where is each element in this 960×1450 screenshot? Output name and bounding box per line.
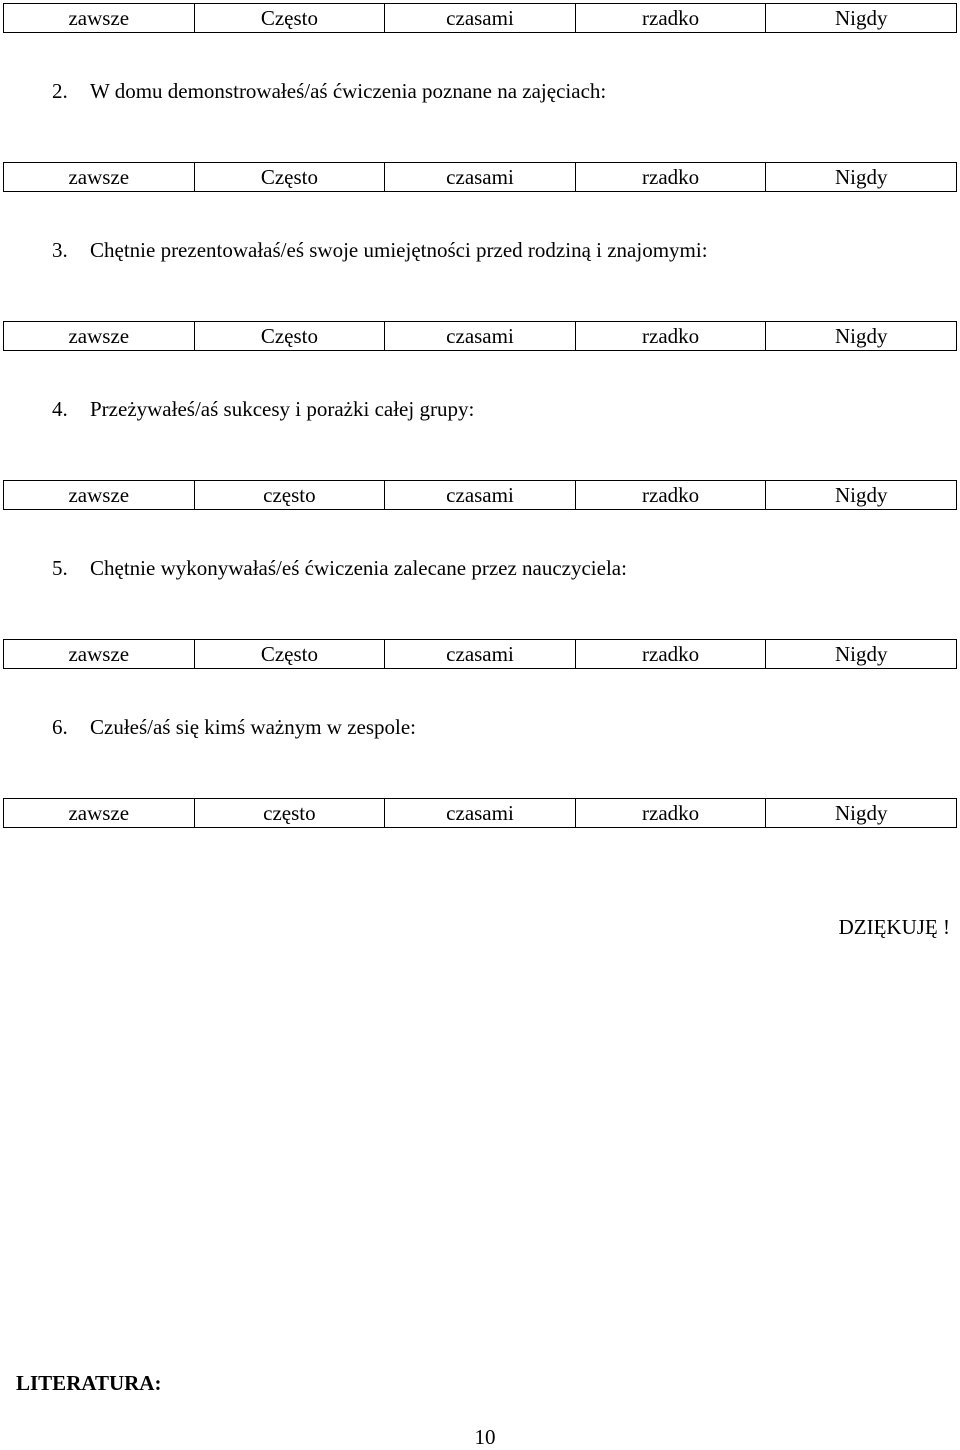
question-3 [52,237,708,263]
question-text: Czułeś/aś się kimś ważnym w zespole: [90,715,417,739]
question-text: Chętnie prezentowałaś/eś swoje umiejętności przed rodziną i znajomymi: [90,238,708,262]
question-5 [52,555,627,581]
option-rarely[interactable]: rzadko [575,163,766,192]
answer-row-4 [3,480,957,510]
question-number: 4. [52,397,68,421]
option-often[interactable]: Często [194,640,385,669]
answer-row-6 [3,798,957,828]
option-rarely[interactable]: rzadko [575,640,766,669]
option-never[interactable]: Nigdy [766,640,957,669]
literature-heading: LITERATURA: [16,1371,162,1395]
option-always[interactable]: zawsze [4,640,195,669]
thank-you-note: DZIĘKUJĘ ! [838,915,950,939]
option-always[interactable]: zawsze [4,322,195,351]
option-always[interactable]: zawsze [4,163,195,192]
question-number: 2. [52,79,68,103]
option-never[interactable]: Nigdy [766,481,957,510]
option-often[interactable]: Często [194,4,385,33]
question-4 [52,396,474,422]
question-text: Przeżywałeś/aś sukcesy i porażki całej grupy: [90,397,475,421]
option-sometimes[interactable]: czasami [385,4,576,33]
question-number: 3. [52,238,68,262]
option-never[interactable]: Nigdy [766,322,957,351]
answer-row-5 [3,639,957,669]
option-rarely[interactable]: rzadko [575,4,766,33]
option-often[interactable]: Często [194,322,385,351]
option-sometimes[interactable]: czasami [385,799,576,828]
option-sometimes[interactable]: czasami [385,322,576,351]
option-rarely[interactable]: rzadko [575,481,766,510]
question-text: Chętnie wykonywałaś/eś ćwiczenia zalecane przez nauczyciela: [90,556,627,580]
option-often[interactable]: często [194,481,385,510]
answer-row-3 [3,321,957,351]
question-text: W domu demonstrowałeś/aś ćwiczenia poznane na zajęciach: [90,79,607,103]
option-never[interactable]: Nigdy [766,163,957,192]
question-number: 6. [52,715,68,739]
option-often[interactable]: Często [194,163,385,192]
option-never[interactable]: Nigdy [766,799,957,828]
page-number: 10 [474,1425,496,1449]
option-always[interactable]: zawsze [4,799,195,828]
question-2 [52,78,606,104]
option-sometimes[interactable]: czasami [385,163,576,192]
option-always[interactable]: zawsze [4,4,195,33]
answer-row-2 [3,162,957,192]
option-sometimes[interactable]: czasami [385,640,576,669]
option-rarely[interactable]: rzadko [575,799,766,828]
answer-row-1 [3,3,957,33]
option-sometimes[interactable]: czasami [385,481,576,510]
option-often[interactable]: często [194,799,385,828]
option-always[interactable]: zawsze [4,481,195,510]
option-rarely[interactable]: rzadko [575,322,766,351]
option-never[interactable]: Nigdy [766,4,957,33]
question-number: 5. [52,556,68,580]
question-6 [52,714,416,740]
